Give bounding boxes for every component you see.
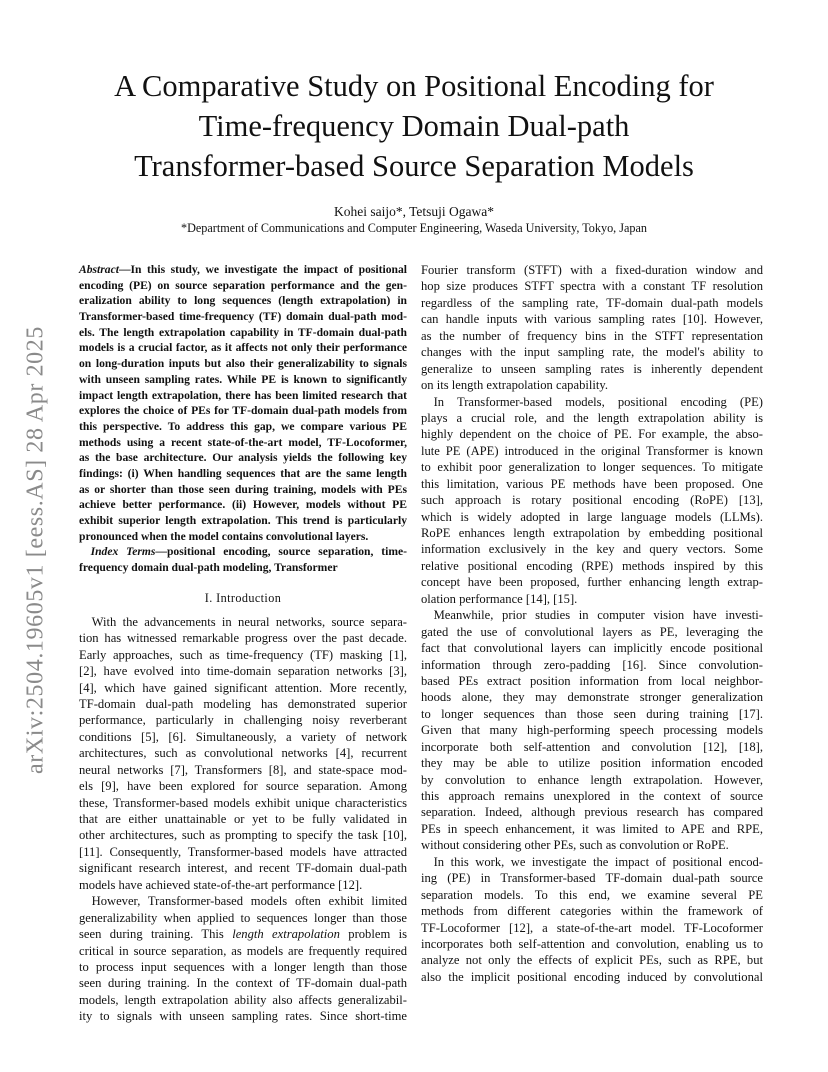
text-line: analyze not only the effects of explicit PEs, such as RPE, but [421,953,763,968]
text-line: to longer sequences than those seen during training [17]. [421,706,763,721]
abstract-line: this perspective. To address this gap, we compare various PE [79,419,407,433]
text-line: [11]. Consequently, Transformer-based models have attracted [79,844,407,859]
text-line: to process input sequences with a longer length than those [79,959,407,974]
text-line: TF-domain dual-path modeling has demonstrated superior [79,696,407,711]
right-column [421,262,763,985]
text-line: With the advancements in neural networks, source separa- [91,614,407,629]
text-line: generalize to unseen sampling rates is inherently dependent [421,361,763,376]
title-line: Time-frequency Domain Dual-path [198,109,630,143]
text-line: architectures, such as convolutional networks [4], recurrent [79,746,407,761]
abstract-line: as or shorter than those seen during training, models with PEs [79,482,407,496]
text-line: information exclusively in the key and query vectors. Some [421,542,763,557]
index-terms-line: Index Terms—positional encoding, source separation, time- [90,545,407,559]
text-line: hoods alone, they may demonstrate stronger generalization [421,690,763,705]
abstract-label: Abstract [79,263,119,276]
abstract-line: on long-duration inputs but also their generalizability to signals [79,357,407,371]
abstract-line: with unseen sampling rates. While PE is known to significantly [79,372,407,386]
text-line: by convolution to enhance length extrapolation. However, [421,772,763,787]
index-terms-label: Index Terms [90,545,156,559]
text-line: incorporates both self-attention and convolution, enabling us to [421,936,763,951]
text-line: concept have been proposed, further enhancing length extrap- [421,575,763,590]
text-line: without considering other PEs, such as convolution or RoPE. [421,838,729,853]
text-line: Given that many high-performing speech processing models [421,723,763,738]
text-line: hop size produces STFT spectra with a constant TF resolution [421,279,763,294]
text-line: [2], have evolved into time-domain separation networks [3], [79,664,407,679]
title-line: Transformer-based Source Separation Models [134,149,694,183]
index-terms [79,544,407,575]
intro-paragraph [421,854,763,986]
text-line: models, length extrapolation ability also affects generalizabil- [79,992,407,1007]
abstract-line: eralization ability to long sequences (length extrapolation) in [79,294,407,308]
left-column [79,262,407,1025]
text-line: these, Transformer-based models exhibit unique characteristics [79,795,407,810]
text-line: fact that convolutional layers can implicitly encode positional [421,641,763,656]
author-list: Kohei saijo*, Tetsuji Ogawa* [333,204,495,219]
text-line: ing (PE) in Transformer-based TF-domain dual-path source [421,871,763,886]
intro-paragraph [421,607,763,854]
text-line: that are either unattainable or yet to be fully validated in [79,812,407,826]
text-line: methods from different categories within the framework of [421,904,763,919]
text-line: TF-Locoformer [12], a state-of-the-art model. TF-Locoformer [421,920,763,935]
emphasis: length extrapolation [232,927,340,942]
abstract-line: exhibit superior length extrapolation. This trend is particularly [79,514,407,527]
text-line: separation. Indeed, although previous research has compared [421,805,763,820]
abstract-line: Abstract—In this study, we investigate the impact of positional [79,263,407,276]
abstract-line: explores the choice of PEs for TF-domain dual-path models from [79,404,407,418]
abstract-line: as the base architecture. Our analysis yields the following key [79,451,407,465]
text-line: generalizability when applied to sequences longer than those [79,910,407,925]
text-line: separation models. To this end, we examine several PE [421,887,763,902]
section-heading: I. Introduction [204,590,282,605]
text-line: Meanwhile, prior studies in computer vision have investi- [433,608,763,623]
text-line: RoPE enhances length extrapolation by embedding positional [421,526,763,540]
abstract-line: encoding (PE) on source separation performance and the gen- [79,278,407,292]
intro-paragraph [79,614,407,893]
text-line: neural networks [7], Transformers [8], and state-space mod- [79,762,407,777]
intro-paragraph [421,262,763,394]
text-line: regardless of the sampling rate, TF-domain dual-path models [421,295,763,310]
abstract-line: findings: (i) When handling sequences that are the same length [79,466,407,480]
abstract-line: models is a crucial factor, as it affects not only their performance [79,341,407,355]
text-line: Early approaches, such as time-frequency (TF) masking [1], [79,647,407,662]
text-line: incorporate both self-attention and convolution [12], [18], [421,739,763,754]
text-line: can handle inputs with various sampling rates [10]. However, [421,312,763,327]
text-line: lute PE (APE) introduced in the original Transformer is known [421,443,763,458]
text-line: tion has witnessed remarkable progress over the past decade. [79,631,407,646]
abstract-line: Transformer-based time-frequency (TF) domain dual-path mod- [79,310,407,324]
intro-paragraph [421,394,763,608]
text-line: this limitation, various PE methods have been proposed. One [421,476,763,491]
affiliation: *Department of Communications and Computer Engineering, Waseda University, Tokyo, Japan [180,221,648,235]
text-line: [4], which have gained significant attention. More recently, [79,680,407,695]
text-line: Fourier transform (STFT) with a fixed-duration window and [421,263,763,277]
text-line: relative positional encoding (RPE) methods inspired by this [421,558,763,573]
text-line: as the number of frequency bins in the STFT representation [421,328,763,343]
abstract-line: methods using a recent state-of-the-art model, TF-Locoformer, [79,435,407,449]
abstract-line: achieve better performance. (ii) However, models without PE [79,498,407,512]
abstract-line: els. The length extrapolation capability in TF-domain dual-path [79,325,407,339]
abstract-line: pronounced when the model contains convolutional layers. [79,529,369,543]
text-line: such approach is rotary positional encoding (RoPE) [13], [421,493,763,508]
text-line: seen during training. In the context of TF-domain dual-path [79,976,407,991]
arxiv-identifier: arXiv:2504.19605v1 [eess.AS] 28 Apr 2025 [22,326,49,774]
text-line: els [9], have been explored for source separation. Among [79,779,407,794]
text-line: PEs in speech enhancement, it was limited to APE and RPE, [421,821,763,836]
text-line: which is widely adopted in large language models (LLMs). [421,509,763,524]
paper-title [60,66,768,186]
text-line: olation performance [14], [15]. [421,591,578,606]
text-line: to exhibit poor generalization to longer sequences. To mitigate [421,460,763,475]
text-line: models have achieved state-of-the-art performance [12]. [79,877,363,892]
text-line: based PEs extract position information from local neighbor- [421,673,763,688]
text-line: changes with the input sampling rate, the model's ability to [421,345,763,360]
text-line: information through zero-padding [16]. Since convolution- [421,657,763,672]
text-line: seen during training. This length extrapolation problem is [79,927,408,942]
text-line: ity to signals with unseen sampling rates. Since short-time [79,1009,407,1024]
text-line: on its length extrapolation capability. [421,378,608,393]
text-line: In Transformer-based models, positional encoding (PE) [433,394,763,409]
text-line: they may be able to utilize position information encoded [421,756,763,771]
text-line: also the implicit positional encoding induced by convolutional [421,969,763,984]
text-line: highly dependent on the choice of PE. For example, the abso- [421,427,763,442]
intro-paragraph [79,893,407,1025]
text-line: this approach remains unexplored in the context of source [421,789,763,803]
text-line: conditions [5], [6]. Simultaneously, a variety of network [79,729,407,744]
abstract [79,262,407,544]
title-line: A Comparative Study on Positional Encoding for [114,69,714,103]
index-terms-line: frequency domain dual-path modeling, Transformer [79,561,338,575]
text-line: significant research interest, and recent TF-domain dual-path [79,861,407,876]
text-line: gated the use of convolutional layers as PE, leveraging the [421,624,763,639]
text-line: plays a crucial role, and the length extrapolation ability is [421,410,763,425]
abstract-line: impact length extrapolation, there has been limited research that [79,388,407,402]
text-line: performance, particularly in challenging noisy reverberant [79,713,407,728]
text-line: other architectures, such as prompting to specify the task [10], [79,828,407,843]
text-line: critical in source separation, as models are frequently required [79,943,407,958]
text-line: However, Transformer-based models often exhibit limited [91,894,407,909]
text-line: In this work, we investigate the impact of positional encod- [433,854,763,869]
